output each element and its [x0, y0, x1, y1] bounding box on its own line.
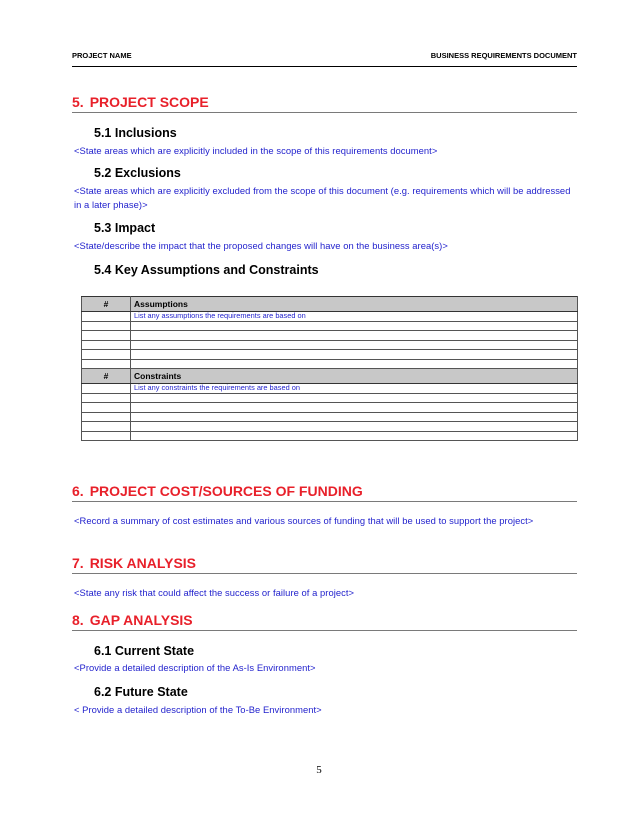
inclusions-text: <State areas which are explicitly included in the scope of this requirements document> [74, 145, 438, 156]
table-row [82, 403, 578, 413]
current-state-text: <Provide a detailed description of the As-Is Environment> [74, 662, 316, 673]
subheading-key-assumptions: 5.4 Key Assumptions and Constraints [94, 263, 319, 277]
table-row [82, 412, 578, 422]
subheading-future-state: 6.2 Future State [94, 685, 188, 699]
header-project-name: PROJECT NAME [72, 51, 132, 60]
table-row [82, 350, 578, 360]
section-heading-risk-analysis: 7. RISK ANALYSIS [72, 555, 577, 574]
cost-text: <Record a summary of cost estimates and various sources of funding that will be used to support the project> [74, 515, 534, 526]
table-row [82, 431, 578, 441]
table-row [82, 321, 578, 331]
table-row [82, 331, 578, 341]
section-heading-project-scope: 5. PROJECT SCOPE [72, 94, 577, 113]
subheading-impact: 5.3 Impact [94, 221, 156, 235]
assumptions-first-row-text: List any assumptions the requirements are based on [131, 312, 578, 322]
subheading-exclusions: 5.2 Exclusions [94, 166, 181, 180]
page-number: 5 [316, 764, 322, 776]
constraints-header-row [82, 369, 578, 384]
constraints-first-row-text: List any constraints the requirements are based on [131, 384, 578, 394]
assumptions-hash-header: # [82, 297, 131, 312]
table-row [82, 359, 578, 369]
page-header [72, 49, 577, 67]
section-heading-project-cost: 6. PROJECT COST/SOURCES OF FUNDING [72, 483, 577, 502]
constraints-header: Constraints [131, 369, 578, 384]
constraints-hash-header: # [82, 369, 131, 384]
table-row [82, 312, 578, 322]
table-row [82, 340, 578, 350]
header-document-title: BUSINESS REQUIREMENTS DOCUMENT [430, 51, 577, 60]
risk-text: <State any risk that could affect the success or failure of a project> [74, 587, 355, 598]
assumptions-header: Assumptions [131, 297, 578, 312]
exclusions-text: <State areas which are explicitly excluded from the scope of this document (e.g. requirements which will be addressed in a later phase)> [74, 185, 571, 210]
subheading-current-state: 6.1 Current State [94, 644, 195, 658]
assumptions-header-row [82, 297, 578, 312]
subheading-inclusions: 5.1 Inclusions [94, 126, 177, 140]
future-state-text: < Provide a detailed description of the To-Be Environment> [74, 704, 322, 715]
table-row [82, 393, 578, 403]
table-row [82, 422, 578, 432]
impact-text: <State/describe the impact that the proposed changes will have on the business area(s)> [74, 240, 448, 251]
table-row [82, 384, 578, 394]
assumptions-constraints-table [81, 296, 578, 441]
section-heading-gap-analysis: 8. GAP ANALYSIS [72, 612, 577, 631]
